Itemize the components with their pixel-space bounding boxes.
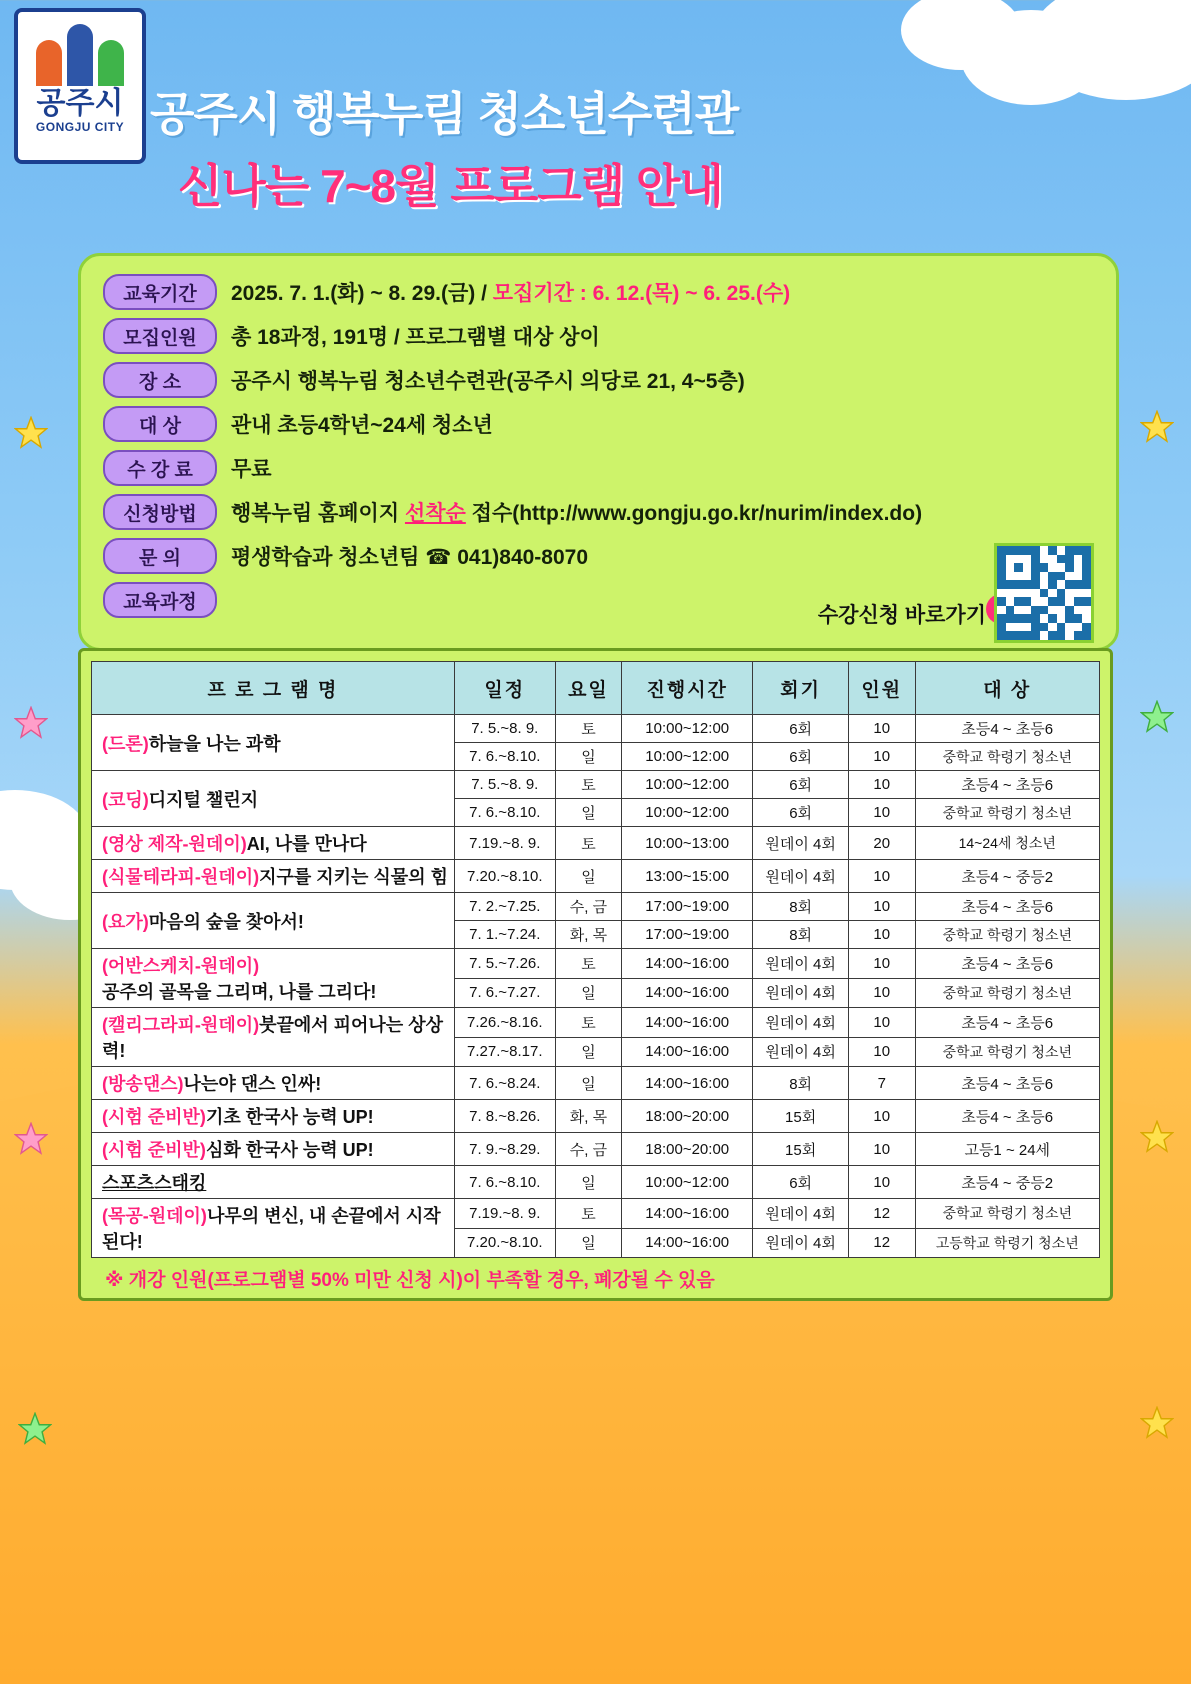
people-cell: 10 [848, 1133, 915, 1166]
info-tag: 신청방법 [103, 494, 217, 530]
count-cell: 원데이 4회 [753, 1199, 849, 1229]
table-column-header: 회기 [753, 662, 849, 715]
star-icon [1140, 1406, 1174, 1440]
info-row-apply [103, 490, 1116, 534]
target-cell: 초등4 ~ 초등6 [915, 715, 1100, 743]
program-name-cell: (코딩)디지털 챌린지 [92, 771, 455, 827]
target-cell: 중학교 학령기 청소년 [915, 1199, 1100, 1229]
time-cell: 14:00~16:00 [622, 1067, 753, 1100]
info-row-fee [103, 446, 1116, 490]
table-row [92, 1008, 1100, 1038]
schedule-cell: 7.20.~8.10. [454, 860, 555, 893]
people-cell: 10 [848, 771, 915, 799]
time-cell: 17:00~19:00 [622, 921, 753, 949]
gongju-city-logo [14, 8, 146, 164]
star-icon [18, 1412, 52, 1446]
count-cell: 원데이 4회 [753, 827, 849, 860]
info-highlight: 모집기간 : 6. 12.(목) ~ 6. 25.(수) [492, 282, 791, 305]
target-cell: 초등4 ~ 초등6 [915, 1008, 1100, 1038]
weekday-cell: 일 [555, 860, 622, 893]
info-text: 행복누림 홈페이지 [231, 502, 405, 525]
weekday-cell: 토 [555, 1008, 622, 1038]
table-row [92, 1166, 1100, 1199]
program-table [91, 661, 1100, 1258]
target-cell: 14~24세 청소년 [915, 827, 1100, 860]
program-table-panel [78, 648, 1113, 1301]
info-text: 2025. 7. 1.(화) ~ 8. 29.(금) / [231, 282, 493, 305]
table-row [92, 949, 1100, 979]
page-title: 공주시 행복누림 청소년수련관 [150, 88, 739, 140]
logo-korean-name: 공주시 [36, 87, 124, 120]
people-cell: 20 [848, 827, 915, 860]
target-cell: 초등4 ~ 초등6 [915, 771, 1100, 799]
weekday-cell: 토 [555, 771, 622, 799]
weekday-cell: 수, 금 [555, 893, 622, 921]
target-cell: 초등4 ~ 중등2 [915, 1166, 1100, 1199]
table-column-header: 진행시간 [622, 662, 753, 715]
time-cell: 14:00~16:00 [622, 949, 753, 979]
star-icon [1140, 410, 1174, 444]
weekday-cell: 일 [555, 1037, 622, 1067]
info-tag: 교육과정 [103, 582, 217, 618]
program-name-cell: (목공-원데이)나무의 변신, 내 손끝에서 시작된다! [92, 1199, 455, 1258]
weekday-cell: 화, 목 [555, 921, 622, 949]
weekday-cell: 일 [555, 1166, 622, 1199]
table-column-header: 일정 [454, 662, 555, 715]
target-cell: 고등1 ~ 24세 [915, 1133, 1100, 1166]
time-cell: 18:00~20:00 [622, 1133, 753, 1166]
time-cell: 10:00~12:00 [622, 771, 753, 799]
people-cell: 10 [848, 743, 915, 771]
count-cell: 6회 [753, 743, 849, 771]
schedule-cell: 7. 6.~8.24. [454, 1067, 555, 1100]
table-row [92, 1100, 1100, 1133]
info-value: 무료 [231, 458, 272, 481]
target-cell: 초등4 ~ 초등6 [915, 949, 1100, 979]
info-tag: 교육기간 [103, 274, 217, 310]
arch-icon [34, 20, 126, 86]
schedule-cell: 7. 6.~7.27. [454, 978, 555, 1008]
time-cell: 14:00~16:00 [622, 1228, 753, 1258]
table-row [92, 860, 1100, 893]
weekday-cell: 일 [555, 1228, 622, 1258]
table-row [92, 893, 1100, 921]
info-row-capacity [103, 314, 1116, 358]
table-header-row [92, 662, 1100, 715]
people-cell: 10 [848, 860, 915, 893]
weekday-cell: 토 [555, 827, 622, 860]
program-name-cell: (시험 준비반)심화 한국사 능력 UP! [92, 1133, 455, 1166]
program-name-cell: (식물테라피-원데이)지구를 지키는 식물의 힘 [92, 860, 455, 893]
time-cell: 14:00~16:00 [622, 978, 753, 1008]
count-cell: 15회 [753, 1133, 849, 1166]
people-cell: 7 [848, 1067, 915, 1100]
people-cell: 12 [848, 1228, 915, 1258]
apply-link[interactable]: 선착순 [404, 502, 466, 525]
people-cell: 10 [848, 799, 915, 827]
target-cell: 초등4 ~ 초등6 [915, 1100, 1100, 1133]
count-cell: 원데이 4회 [753, 949, 849, 979]
count-cell: 원데이 4회 [753, 1008, 849, 1038]
time-cell: 10:00~13:00 [622, 827, 753, 860]
count-cell: 원데이 4회 [753, 978, 849, 1008]
schedule-cell: 7.27.~8.17. [454, 1037, 555, 1067]
schedule-cell: 7. 2.~7.25. [454, 893, 555, 921]
time-cell: 18:00~20:00 [622, 1100, 753, 1133]
count-cell: 6회 [753, 799, 849, 827]
star-icon [14, 416, 48, 450]
qr-code[interactable] [994, 543, 1094, 643]
program-name-cell: (어반스케치-원데이) 공주의 골목을 그리며, 나를 그리다! [92, 949, 455, 1008]
info-value [231, 277, 790, 307]
info-row-period [103, 270, 1116, 314]
table-footnote: ※ 개강 인원(프로그램별 50% 미만 신청 시)이 부족할 경우, 폐강될 수 있음 [105, 1270, 715, 1291]
table-row [92, 827, 1100, 860]
time-cell: 14:00~16:00 [622, 1037, 753, 1067]
info-tag: 장 소 [103, 362, 217, 398]
people-cell: 10 [848, 921, 915, 949]
info-value: 평생학습과 청소년팀 ☎ 041)840-8070 [231, 546, 589, 569]
count-cell: 8회 [753, 921, 849, 949]
info-value: 관내 초등4학년~24세 청소년 [231, 414, 493, 437]
logo-english-name: GONGJU CITY [35, 119, 125, 134]
schedule-cell: 7. 6.~8.10. [454, 799, 555, 827]
schedule-cell: 7.19.~8. 9. [454, 1199, 555, 1229]
info-text-2: 접수(http://www.gongju.go.kr/nurim/index.do) [465, 502, 923, 525]
qr-label: 수강신청 바로가기 [817, 604, 986, 627]
schedule-cell: 7. 6.~8.10. [454, 1166, 555, 1199]
schedule-cell: 7.20.~8.10. [454, 1228, 555, 1258]
info-value: 공주시 행복누림 청소년수련관(공주시 의당로 21, 4~5층) [231, 370, 745, 393]
weekday-cell: 일 [555, 1067, 622, 1100]
info-row-place [103, 358, 1116, 402]
people-cell: 10 [848, 715, 915, 743]
table-row [92, 1133, 1100, 1166]
count-cell: 원데이 4회 [753, 1037, 849, 1067]
weekday-cell: 화, 목 [555, 1100, 622, 1133]
target-cell: 초등4 ~ 초등6 [915, 1067, 1100, 1100]
schedule-cell: 7. 5.~8. 9. [454, 771, 555, 799]
time-cell: 13:00~15:00 [622, 860, 753, 893]
count-cell: 6회 [753, 771, 849, 799]
star-icon [14, 706, 48, 740]
weekday-cell: 일 [555, 978, 622, 1008]
info-tag: 모집인원 [103, 318, 217, 354]
star-icon [1140, 1120, 1174, 1154]
program-name-cell: (방송댄스)나는야 댄스 인싸! [92, 1067, 455, 1100]
people-cell: 10 [848, 893, 915, 921]
table-column-header: 대 상 [915, 662, 1100, 715]
people-cell: 10 [848, 1037, 915, 1067]
program-name-cell: (시험 준비반)기초 한국사 능력 UP! [92, 1100, 455, 1133]
target-cell: 초등4 ~ 중등2 [915, 860, 1100, 893]
program-name-cell: (드론)하늘을 나는 과학 [92, 715, 455, 771]
people-cell: 10 [848, 949, 915, 979]
time-cell: 10:00~12:00 [622, 799, 753, 827]
weekday-cell: 수, 금 [555, 1133, 622, 1166]
time-cell: 17:00~19:00 [622, 893, 753, 921]
count-cell: 6회 [753, 715, 849, 743]
schedule-cell: 7.19.~8. 9. [454, 827, 555, 860]
page-subtitle: 신나는 7~8월 프로그램 안내 [178, 160, 723, 212]
schedule-cell: 7. 1.~7.24. [454, 921, 555, 949]
people-cell: 10 [848, 1100, 915, 1133]
schedule-cell: 7. 5.~8. 9. [454, 715, 555, 743]
program-name-cell: 스포츠스태킹 [92, 1166, 455, 1199]
time-cell: 10:00~12:00 [622, 743, 753, 771]
time-cell: 14:00~16:00 [622, 1199, 753, 1229]
weekday-cell: 토 [555, 715, 622, 743]
weekday-cell: 일 [555, 799, 622, 827]
table-row [92, 771, 1100, 799]
target-cell: 중학교 학령기 청소년 [915, 978, 1100, 1008]
star-icon [14, 1122, 48, 1156]
program-name-cell: (캘리그라피-원데이)붓끝에서 피어나는 상상력! [92, 1008, 455, 1067]
schedule-cell: 7. 9.~8.29. [454, 1133, 555, 1166]
table-column-header: 인원 [848, 662, 915, 715]
target-cell: 고등학교 학령기 청소년 [915, 1228, 1100, 1258]
count-cell: 15회 [753, 1100, 849, 1133]
info-row-contact [103, 534, 1116, 578]
table-column-header: 요일 [555, 662, 622, 715]
people-cell: 10 [848, 1166, 915, 1199]
count-cell: 8회 [753, 893, 849, 921]
weekday-cell: 일 [555, 743, 622, 771]
weekday-cell: 토 [555, 1199, 622, 1229]
schedule-cell: 7. 8.~8.26. [454, 1100, 555, 1133]
count-cell: 8회 [753, 1067, 849, 1100]
count-cell: 6회 [753, 1166, 849, 1199]
target-cell: 초등4 ~ 초등6 [915, 893, 1100, 921]
count-cell: 원데이 4회 [753, 860, 849, 893]
target-cell: 중학교 학령기 청소년 [915, 921, 1100, 949]
info-tag: 대 상 [103, 406, 217, 442]
schedule-cell: 7. 6.~8.10. [454, 743, 555, 771]
weekday-cell: 토 [555, 949, 622, 979]
people-cell: 10 [848, 1008, 915, 1038]
time-cell: 14:00~16:00 [622, 1008, 753, 1038]
table-row [92, 1199, 1100, 1229]
people-cell: 10 [848, 978, 915, 1008]
info-panel [78, 253, 1119, 651]
program-name-cell: (영상 제작-원데이)AI, 나를 만나다 [92, 827, 455, 860]
schedule-cell: 7.26.~8.16. [454, 1008, 555, 1038]
time-cell: 10:00~12:00 [622, 1166, 753, 1199]
table-row [92, 715, 1100, 743]
target-cell: 중학교 학령기 청소년 [915, 799, 1100, 827]
time-cell: 10:00~12:00 [622, 715, 753, 743]
info-row-target [103, 402, 1116, 446]
info-tag: 문 의 [103, 538, 217, 574]
target-cell: 중학교 학령기 청소년 [915, 1037, 1100, 1067]
people-cell: 12 [848, 1199, 915, 1229]
info-value [231, 497, 922, 527]
table-row [92, 1067, 1100, 1100]
count-cell: 원데이 4회 [753, 1228, 849, 1258]
table-column-header: 프 로 그 램 명 [92, 662, 455, 715]
star-icon [1140, 700, 1174, 734]
info-value: 총 18과정, 191명 / 프로그램별 대상 상이 [231, 326, 600, 349]
program-name-cell: (요가)마음의 숲을 찾아서! [92, 893, 455, 949]
info-tag: 수 강 료 [103, 450, 217, 486]
schedule-cell: 7. 5.~7.26. [454, 949, 555, 979]
target-cell: 중학교 학령기 청소년 [915, 743, 1100, 771]
